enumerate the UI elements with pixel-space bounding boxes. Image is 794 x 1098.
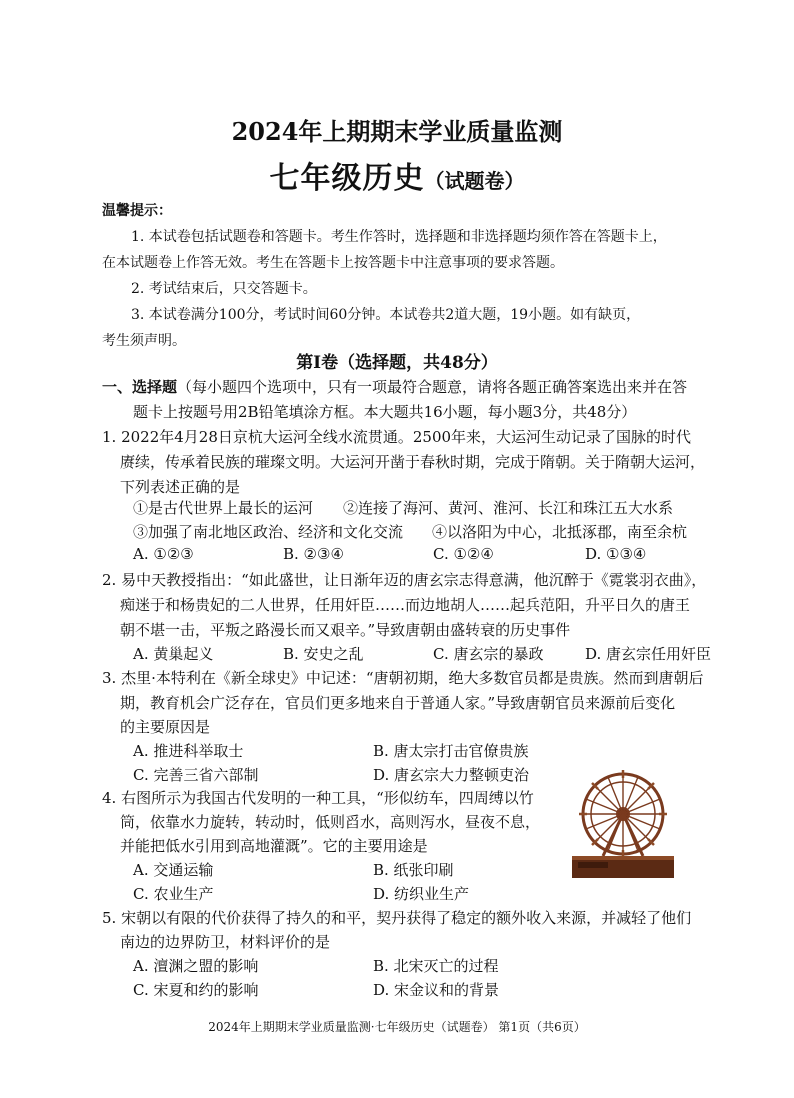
question-text: 痴迷于和杨贵妃的二人世界，任用奸臣……而边地胡人……起兵范阳，升平日久的唐王 [120, 596, 691, 614]
part-instructions [102, 376, 687, 397]
tip-line: 在本试题卷上作答无效。考生在答题卡上按答题卡中注意事项的要求答题。 [102, 255, 564, 271]
question-text: 期，教育机会广泛存在，官员们更多地来自于普通人家。”导致唐朝官员来源前后变化 [120, 694, 676, 712]
option-d: D. 唐玄宗大力整顿吏治 [373, 766, 530, 784]
question-text: 4. 右图所示为我国古代发明的一种工具，“形似纺车，四周缚以竹 [102, 789, 534, 807]
water-wheel-image [568, 766, 678, 884]
option-a: A. 推进科举取士 [133, 742, 244, 760]
option-d: D. ①③④ [585, 545, 647, 563]
option-c: C. ①②④ [433, 545, 494, 563]
tip-line: 考生须声明。 [102, 333, 186, 349]
option-b: B. ②③④ [283, 545, 344, 563]
option-a: A. 澶渊之盟的影响 [133, 957, 259, 975]
question-text: 的主要原因是 [120, 718, 211, 736]
option-b: B. 唐太宗打击官僚贵族 [373, 742, 529, 760]
subject-name: 七年级历史 [269, 161, 425, 196]
option-a: A. ①②③ [133, 545, 194, 563]
question-text: 5. 宋朝以有限的代价获得了持久的和平，契丹获得了稳定的额外收入来源，并减轻了他们 [102, 909, 692, 927]
option-b: B. 北宋灭亡的过程 [373, 957, 499, 975]
statement-item: ②连接了海河、黄河、淮河、长江和珠江五大水系 [343, 499, 674, 517]
question-text: 朝不堪一击，平叛之路漫长而又艰辛。”导致唐朝由盛转衰的历史事件 [120, 621, 571, 639]
exam-title: 2024年上期期末学业质量监测 [231, 117, 563, 146]
statement-item: ①是古代世界上最长的运河 [133, 499, 314, 517]
option-c: C. 宋夏和约的影响 [133, 981, 259, 999]
part-desc-line: 题卡上按题号用2B铅笔填涂方框。本大题共16小题，每小题3分，共48分） [133, 403, 637, 421]
option-b: B. 纸张印刷 [373, 861, 454, 879]
option-c: C. 农业生产 [133, 885, 214, 903]
subject-subtitle: （试题卷） [424, 169, 525, 193]
subject-title [0, 153, 794, 197]
question-text: 1. 2022年4月28日京杭大运河全线水流贯通。2500年来，大运河生动记录了国脉的时代 [102, 428, 692, 446]
section-heading: 第Ⅰ卷（选择题，共48分） [296, 353, 498, 373]
option-a: A. 交通运输 [133, 861, 214, 879]
tips-heading: 温馨提示： [102, 203, 172, 219]
question-text: 赓续，传承着民族的璀璨文明。大运河开凿于春秋时期，完成于隋朝。关于隋朝大运河， [120, 453, 706, 471]
statement-item: ④以洛阳为中心，北抵涿郡，南至余杭 [432, 523, 688, 541]
statement-item: ③加强了南北地区政治、经济和文化交流 [133, 523, 404, 541]
question-text: 并能把低水引用到高地灌溉”。它的主要用途是 [120, 837, 428, 855]
part-label: 一、选择题 [102, 378, 178, 396]
tip-line: 2. 考试结束后，只交答题卡。 [131, 281, 317, 297]
question-text: 3. 杰里·本特利在《新全球史》中记述：“唐朝初期，绝大多数官员都是贵族。然而到唐朝后 [102, 669, 704, 687]
option-a: A. 黄巢起义 [133, 645, 214, 663]
tip-line: 1. 本试卷包括试题卷和答题卡。考生作答时，选择题和非选择题均须作答在答题卡上， [131, 229, 667, 245]
option-d: D. 唐玄宗任用奸臣 [585, 645, 712, 663]
page-footer: 2024年上期期末学业质量监测·七年级历史（试题卷） 第1页（共6页） [208, 1020, 586, 1034]
question-text: 下列表述正确的是 [120, 478, 241, 496]
part-desc: （每小题四个选项中，只有一项最符合题意，请将各题正确答案选出来并在答 [177, 378, 688, 396]
option-c: C. 完善三省六部制 [133, 766, 259, 784]
option-d: D. 纺织业生产 [373, 885, 470, 903]
option-b: B. 安史之乱 [283, 645, 364, 663]
tip-line: 3. 本试卷满分100分，考试时间60分钟。本试卷共2道大题，19小题。如有缺页， [131, 307, 641, 323]
question-text: 2. 易中天教授指出：“如此盛世，让日渐年迈的唐玄宗志得意满，他沉醉于《霓裳羽衣曲》， [102, 571, 707, 589]
question-text: 筒，依靠水力旋转，转动时，低则舀水，高则泻水，昼夜不息， [120, 813, 541, 831]
option-c: C. 唐玄宗的暴政 [433, 645, 544, 663]
option-d: D. 宋金议和的背景 [373, 981, 500, 999]
question-text: 南边的边界防卫，材料评价的是 [120, 933, 331, 951]
